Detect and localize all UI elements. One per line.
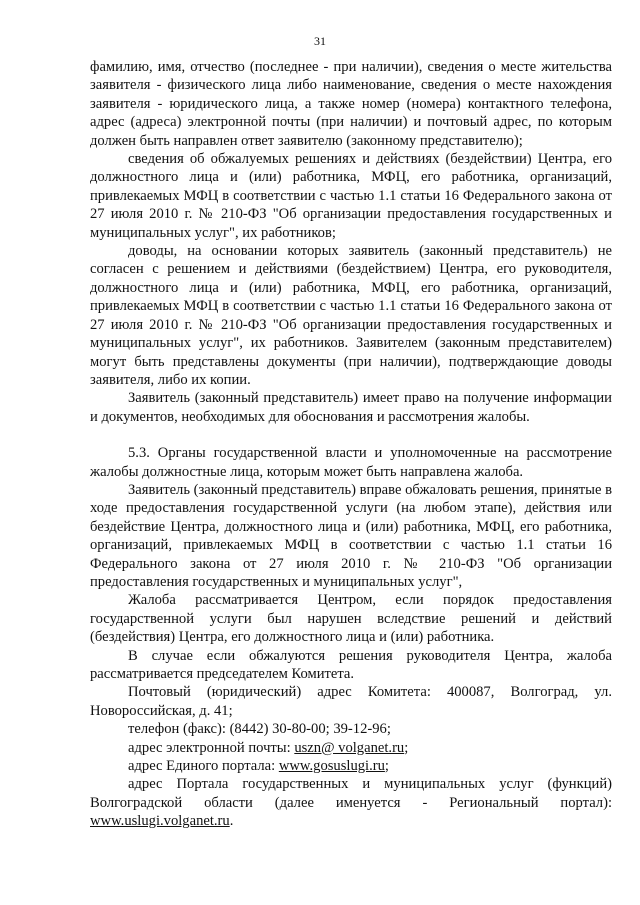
paragraph: Заявитель (законный представитель) вправе обжаловать решения, принятые в ходе предоставления государственной услуги (на любом этапе), действия или бездействие Центра, должностного лица и (или) работника, МФЦ, его работника, организаций, привлекаемых МФЦ в соответствии с частью 1.1 статьи 16 Федерального закона от 27 июля 2010 г. № 210-ФЗ "Об организации предоставления государственных и муниципальных услуг", <box>90 481 612 590</box>
punctuation: . <box>229 813 234 830</box>
punctuation: ; <box>404 739 409 756</box>
paragraph: Жалоба рассматривается Центром, если порядок предоставления государственной услуги был нарушен вследствие решений и действий (бездействия) Центра, его должностного лица и (или) работника. <box>90 592 612 646</box>
punctuation: ; <box>384 758 389 775</box>
paragraph: сведения об обжалуемых решениях и действиях (бездействии) Центра, его должностного лица и (или) работника, МФЦ, его работника, организаций, привлекаемых МФЦ в соответствии с частью 1.1 статьи 16 Федерального закона от 27 июля 2010 г. № 210-ФЗ "Об организации предоставления государственных и муниципальных услуг", их работников; <box>90 151 612 241</box>
email-line <box>90 739 612 757</box>
email-link-part-2[interactable]: volganet.ru <box>334 739 405 756</box>
gosuslugi-link[interactable]: www.gosuslugi.ru <box>278 758 385 775</box>
unified-portal-line <box>90 757 612 775</box>
email-label: адрес электронной почты: <box>128 739 295 756</box>
paragraph: В случае если обжалуются решения руководителя Центра, жалоба рассматривается председателем Комитета. <box>90 647 612 682</box>
postal-address: Почтовый (юридический) адрес Комитета: 400087, Волгоград, ул. Новороссийская, д. 41; <box>90 684 612 719</box>
email-link-part-1[interactable]: uszn@ <box>294 739 335 756</box>
regional-portal-line <box>90 775 612 830</box>
portal-label: адрес Единого портала: <box>128 758 279 775</box>
phone-line: телефон (факс): (8442) 30-80-00; 39-12-96; <box>128 721 391 738</box>
regional-portal-link[interactable]: www.uslugi.volganet.ru <box>90 813 230 830</box>
paragraph: Заявитель (законный представитель) имеет право на получение информации и документов, необходимых для обоснования и рассмотрения жалобы. <box>90 390 612 425</box>
regional-portal-label: адрес Портала государственных и муниципальных услуг (функций) Волгоградской области (далее именуется - Региональный портал): <box>90 776 612 811</box>
section-5-3-heading: 5.3. Органы государственной власти и уполномоченные на рассмотрение жалобы должностные лица, которым может быть направлена жалоба. <box>90 445 612 480</box>
page-number: 31 <box>314 34 326 48</box>
paragraph: фамилию, имя, отчество (последнее - при наличии), сведения о месте жительства заявителя - физического лица либо наименование, сведения о месте нахождения заявителя - юридического лица, а также номер (номера) контактного телефона, адрес (адреса) электронной почты (при наличии) и почтовый адрес, по которым должен быть направлен ответ заявителю (законному представителю); <box>90 59 612 149</box>
document-body <box>90 58 612 831</box>
paragraph: доводы, на основании которых заявитель (законный представитель) не согласен с решением и действиями (бездействием) Центра, его руководителя, должностного лица и (или) работника, МФЦ, его работника, организаций, привлекаемых МФЦ в соответствии с частью 1.1 статьи 16 Федерального закона от 27 июля 2010 г. № 210-ФЗ "Об организации предоставления государственных и муниципальных услуг", их работников. Заявителем (законным представителем) могут быть представлены документы (при наличии), подтверждающие доводы заявителя, либо их копии. <box>90 243 612 388</box>
